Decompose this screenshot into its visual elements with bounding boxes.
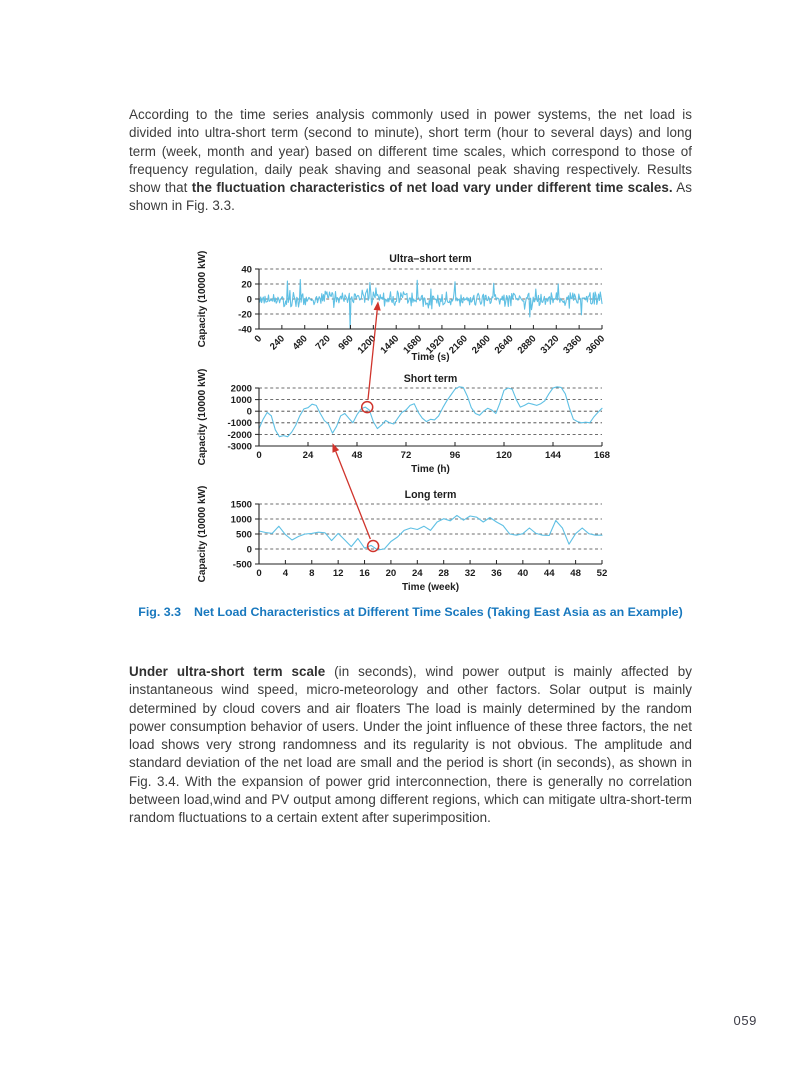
series-line-short	[259, 387, 602, 437]
svg-text:3120: 3120	[538, 333, 562, 357]
svg-text:-40: -40	[238, 324, 252, 336]
text-segment: According to the time series analysis commonly used in power systems, the net load is divided into ultra-short term (second to minute), short term (hour to several days) and long term (week, month and year) based on different time scales, which correspond to those of frequency regulation, daily peak shaving and seasonal peak shaving respectively. Results show that	[129, 107, 692, 196]
svg-text:1500: 1500	[230, 499, 252, 511]
svg-text:4: 4	[282, 568, 289, 579]
svg-text:3600: 3600	[584, 333, 608, 357]
svg-text:20: 20	[241, 279, 252, 291]
chart-title-ultra: Ultra–short term	[389, 253, 472, 265]
svg-text:40: 40	[517, 568, 529, 579]
chart-title-short: Short term	[403, 373, 458, 385]
text-segment: (in seconds), wind power output is mainly affected by instantaneous wind speed, micro-meteorology and other factors. Solar output is mainly determined by cloud covers and air floaters The load is mainly determined by the random power consumption behavior of users. Under the joint influence of these three factors, the net load shows very strong randomness and its regularity is not obvious. The amplitude and standard deviation of the net load are small and the period is short (in seconds), as shown in Fig. 3.4. With the expansion of power grid interconnection, there is generally no correlation between load,wind and PV output among different regions, which can mitigate ultra-short-term random fluctuations to a certain extent after superimposition.	[129, 664, 692, 826]
figure-caption-label: Fig. 3.3	[138, 605, 181, 619]
chart-ultra	[197, 251, 607, 363]
x-axis-label-short: Time (h)	[411, 464, 450, 475]
bold-text-segment: the fluctuation characteristics of net load vary under different time scales.	[191, 180, 673, 196]
paragraph-intro	[129, 106, 692, 216]
svg-text:32: 32	[464, 568, 476, 579]
series-line-ultra	[259, 280, 602, 330]
svg-text:48: 48	[570, 568, 581, 579]
chart-short	[197, 369, 611, 475]
x-axis-label-long: Time (week)	[401, 582, 460, 593]
svg-text:1200: 1200	[355, 333, 379, 357]
svg-text:0: 0	[252, 333, 265, 345]
svg-text:1440: 1440	[378, 333, 402, 357]
svg-text:-500: -500	[232, 559, 252, 571]
svg-text:0: 0	[256, 450, 262, 461]
svg-text:12: 12	[332, 568, 344, 579]
chart-title-long: Long term	[404, 489, 457, 501]
svg-text:44: 44	[543, 568, 555, 579]
svg-text:1920: 1920	[424, 333, 448, 357]
svg-text:96: 96	[449, 450, 461, 461]
svg-text:36: 36	[491, 568, 502, 579]
svg-text:28: 28	[438, 568, 450, 579]
y-axis-label-long: Capacity (10000 kW)	[197, 485, 208, 583]
svg-text:480: 480	[290, 333, 310, 353]
arrowhead	[374, 301, 381, 310]
net-load-charts-svg	[125, 246, 695, 602]
svg-text:48: 48	[351, 450, 363, 461]
svg-text:72: 72	[400, 450, 412, 461]
svg-text:-2000: -2000	[227, 429, 252, 441]
svg-text:3360: 3360	[561, 333, 585, 357]
svg-text:24: 24	[302, 450, 314, 461]
svg-text:24: 24	[411, 568, 423, 579]
svg-text:40: 40	[241, 264, 252, 276]
figure-caption	[129, 605, 692, 619]
svg-text:-1000: -1000	[227, 418, 252, 430]
svg-text:52: 52	[596, 568, 608, 579]
figure-caption-text: Net Load Characteristics at Different Time Scales (Taking East Asia as an Example)	[194, 605, 683, 619]
svg-text:2640: 2640	[492, 333, 516, 357]
svg-text:1680: 1680	[401, 333, 425, 357]
svg-text:2400: 2400	[469, 333, 493, 357]
svg-text:2880: 2880	[515, 333, 539, 357]
y-axis-label-ultra: Capacity (10000 kW)	[197, 250, 208, 348]
bold-text-segment: Under ultra-short term scale	[129, 664, 326, 679]
y-axis-label-short: Capacity (10000 kW)	[197, 368, 208, 466]
series-line-long	[259, 515, 602, 550]
svg-text:-20: -20	[238, 309, 252, 321]
svg-text:0: 0	[246, 406, 252, 418]
svg-text:2160: 2160	[447, 333, 470, 357]
chart-long	[197, 486, 607, 593]
svg-text:168: 168	[593, 450, 611, 461]
svg-text:-3000: -3000	[227, 441, 252, 453]
paragraph-ultra-short-discussion	[129, 663, 692, 828]
svg-text:720: 720	[313, 333, 333, 353]
svg-text:0: 0	[246, 544, 252, 556]
svg-text:144: 144	[544, 450, 562, 461]
svg-text:1000: 1000	[230, 514, 252, 526]
svg-text:500: 500	[235, 529, 252, 541]
svg-text:1000: 1000	[230, 395, 252, 406]
svg-text:8: 8	[309, 568, 315, 579]
svg-text:0: 0	[246, 294, 252, 306]
svg-text:16: 16	[359, 568, 370, 579]
text-segment: As shown in Fig. 3.3.	[129, 180, 692, 214]
svg-text:2000: 2000	[230, 383, 252, 395]
arrowhead	[332, 443, 339, 453]
svg-text:960: 960	[336, 333, 356, 353]
figure-3-3	[125, 246, 695, 602]
svg-text:240: 240	[267, 333, 288, 353]
svg-text:0: 0	[256, 568, 262, 579]
page-number: 059	[733, 1013, 757, 1028]
svg-text:20: 20	[385, 568, 397, 579]
svg-text:120: 120	[495, 450, 513, 461]
x-axis-label-ultra: Time (s)	[411, 352, 450, 363]
